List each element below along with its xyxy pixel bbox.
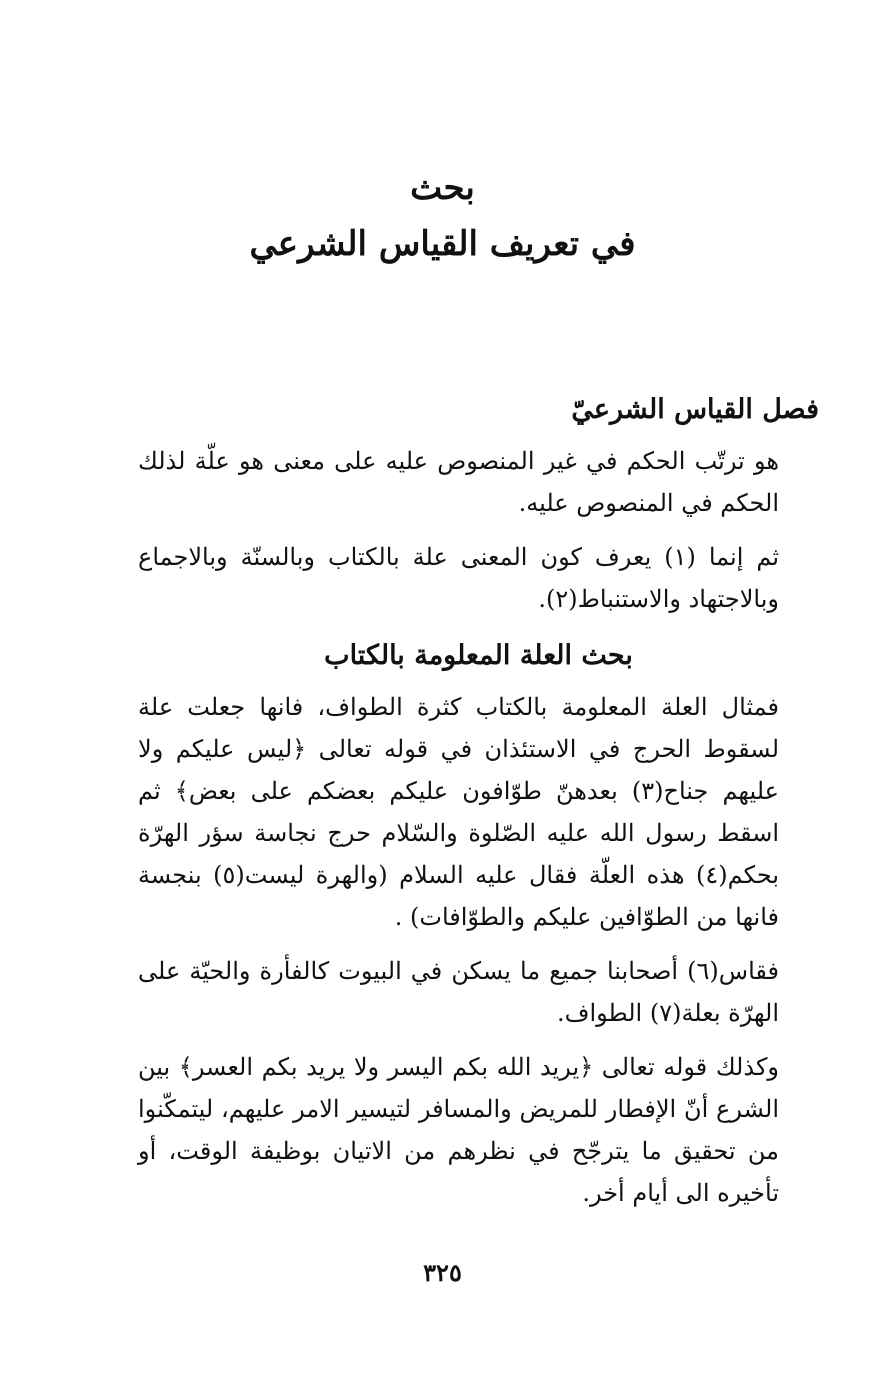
section-heading-qiyas: فصل القياس الشرعيّ: [571, 394, 819, 425]
chapter-title-line-2: في تعريف القياس الشرعي: [249, 224, 636, 264]
section-heading-cause-by-book: بحث العلة المعلومة بالكتاب: [324, 640, 633, 671]
chapter-title-line-1: بحث: [410, 168, 475, 208]
paragraph-tawaf-example: فمثال العلة المعلومة بالكتاب كثرة الطواف، فانها جعلت علة لسقوط الحرج في الاستئذان في قوله تعالى ﴿ليس عليكم ولا عليهم جناح(٣) بعدهنّ طوّافون عليكم بعضكم على بعض﴾ ثم اسقط رسول الله عليه الصّلوة والسّلام حرج نجاسة سؤر الهرّة بحكم(٤) هذه العلّة فقال عليه السلام (والهرة ليست(٥) بنجسة فانها من الطوّافين عليكم والطوّافات) .: [138, 693, 780, 931]
paragraph-companions-analogy: فقاس(٦) أصحابنا جميع ما يسكن في البيوت كالفأرة والحيّة على الهرّة بعلة(٧) الطواف.: [138, 957, 779, 1027]
chapter-title-block: [0, 160, 885, 272]
paragraph-knowing-cause: ثم إنما (١) يعرف كون المعنى علة بالكتاب وبالسنّة وبالاجماع وبالاجتهاد والاستنباط(٢).: [138, 543, 780, 613]
paragraph-ease-verse: وكذلك قوله تعالى ﴿يريد الله بكم اليسر ولا يريد بكم العسر﴾ بين الشرع أنّ الإفطار للمريض والمسافر لتيسير الامر عليهم، ليتمكّنوا من تحقيق ما يترجّح في نظرهم من الاتيان بوظيفة الوقت، أو تأخيره الى أيام أخر.: [138, 1053, 779, 1207]
page-body: [138, 388, 819, 1226]
page-number: ٣٢٥: [423, 1258, 462, 1287]
definition-paragraph: هو ترتّب الحكم في غير المنصوص عليه على معنى هو علّة لذلك الحكم في المنصوص عليه.: [138, 447, 779, 517]
